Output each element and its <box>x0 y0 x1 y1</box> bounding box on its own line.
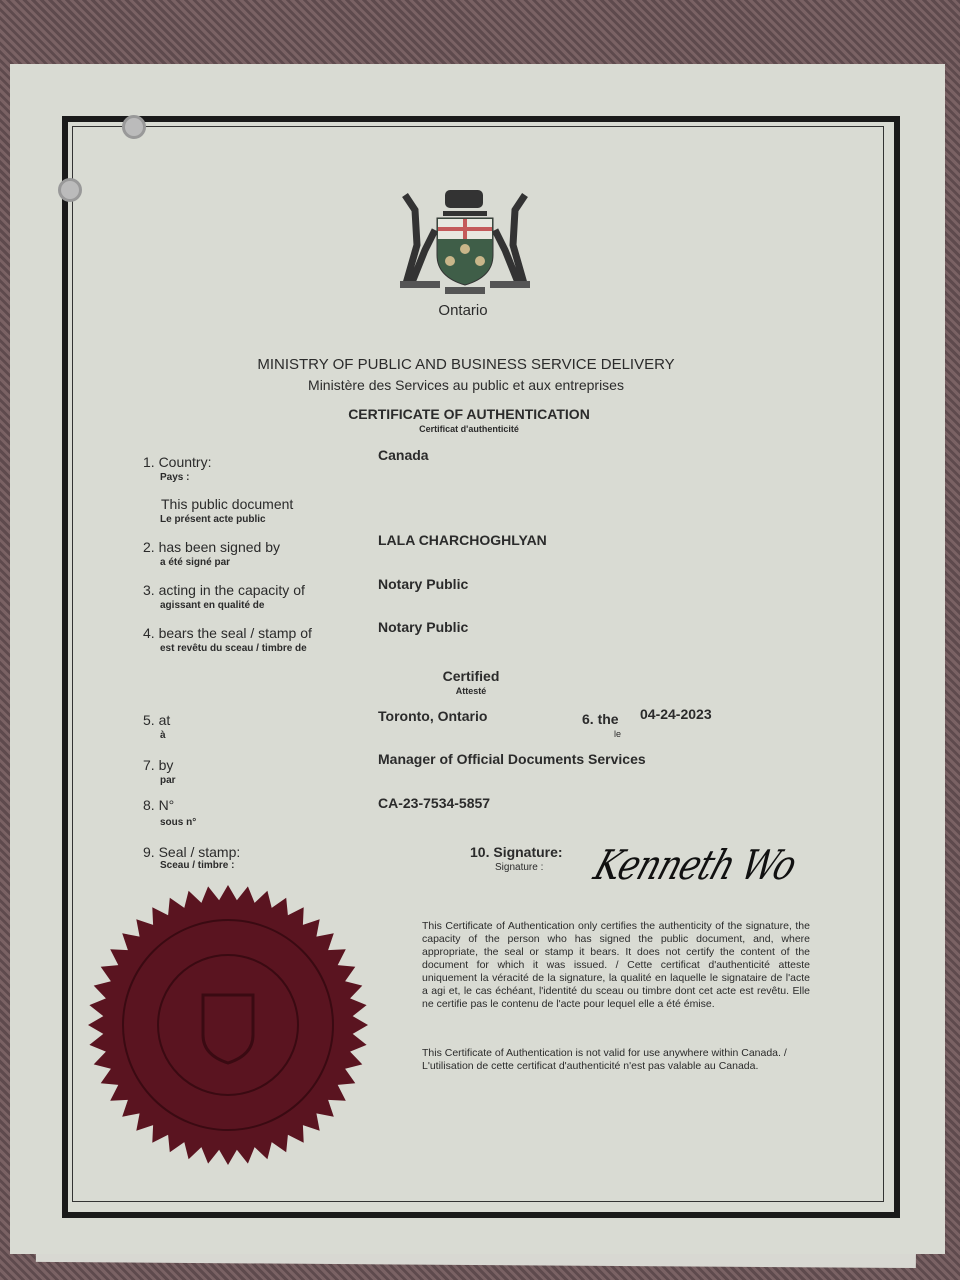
by-value: Manager of Official Documents Services <box>378 751 646 767</box>
capacity-label: 3. acting in the capacity of <box>143 582 305 598</box>
at-label: 5. at <box>143 712 171 728</box>
country-label: 1. Country: <box>143 454 212 470</box>
at-label-fr: à <box>160 730 166 741</box>
signed-by-label: 2. has been signed by <box>143 539 280 555</box>
certified-label: Certified <box>442 668 500 684</box>
capacity-value: Notary Public <box>378 576 469 592</box>
seal-of-value: Notary Public <box>378 619 469 635</box>
seal-label: 9. Seal / stamp: <box>143 844 241 860</box>
certificate-title: CERTIFICATE OF AUTHENTICATION <box>348 406 590 422</box>
signed-by-value: LALA CHARCHOGHLYAN <box>378 532 547 548</box>
certificate-title-fr: Certificat d'authenticité <box>419 424 519 434</box>
signature-label-fr: Signature : <box>495 862 544 873</box>
at-value: Toronto, Ontario <box>378 708 488 724</box>
number-label: 8. N° <box>143 797 175 813</box>
date-label-fr: le <box>614 729 622 739</box>
signed-by-label-fr: a été signé par <box>160 557 231 568</box>
certified-label-fr: Attesté <box>455 686 487 696</box>
public-document-label: This public document <box>161 496 294 512</box>
date-value: 04-24-2023 <box>640 706 712 722</box>
country-value: Canada <box>378 447 429 463</box>
grommet <box>58 178 82 202</box>
seal-of-label: 4. bears the seal / stamp of <box>143 625 312 641</box>
by-label-fr: par <box>160 775 176 786</box>
capacity-label-fr: agissant en qualité de <box>160 600 265 611</box>
certificate-number: CA-23-7534-5857 <box>378 795 491 811</box>
seal-label-fr: Sceau / timbre : <box>160 860 235 871</box>
embossed-seal <box>88 885 368 1165</box>
country-label-fr: Pays : <box>160 472 190 483</box>
crest-caption: Ontario <box>438 302 488 319</box>
ministry-name-fr: Ministère des Services au public et aux entreprises <box>308 377 624 393</box>
public-document-label-fr: Le présent acte public <box>160 514 266 525</box>
validity-note: This Certificate of Authentication is not valid for use anywhere within Canada. / L'utilisation de cette certificat d'authenticité n'est pas valable au Canada. <box>422 1047 787 1072</box>
ministry-name-en: MINISTRY OF PUBLIC AND BUSINESS SERVICE DELIVERY <box>257 356 675 373</box>
signature-label: 10. Signature: <box>470 844 563 860</box>
seal-of-label-fr: est revêtu du sceau / timbre de <box>160 643 307 654</box>
number-label-fr: sous n° <box>160 817 197 828</box>
date-label: 6. the <box>582 711 619 727</box>
handwritten-signature: Kenneth Wo <box>588 842 802 890</box>
ontario-coat-of-arms <box>395 185 535 295</box>
grommet <box>122 115 146 139</box>
disclaimer-paragraph: This Certificate of Authentication only certifies the authenticity of the signature, the capacity of the person who has signed the public document, and, where appropriate, the seal or stamp it bears. It does not certify the content of the document for which it was issued. / Cette certificat d'authenticité atteste uniquement la véracité de la signature, la qualité en laquelle le signataire de l'acte a agi et, le cas échéant, l'identité du sceau ou timbre dont cet acte est revêtu. Elle ne certifie pas le contenu de l'acte pour lequel elle a été émise. <box>422 920 810 1010</box>
by-label: 7. by <box>143 757 174 773</box>
